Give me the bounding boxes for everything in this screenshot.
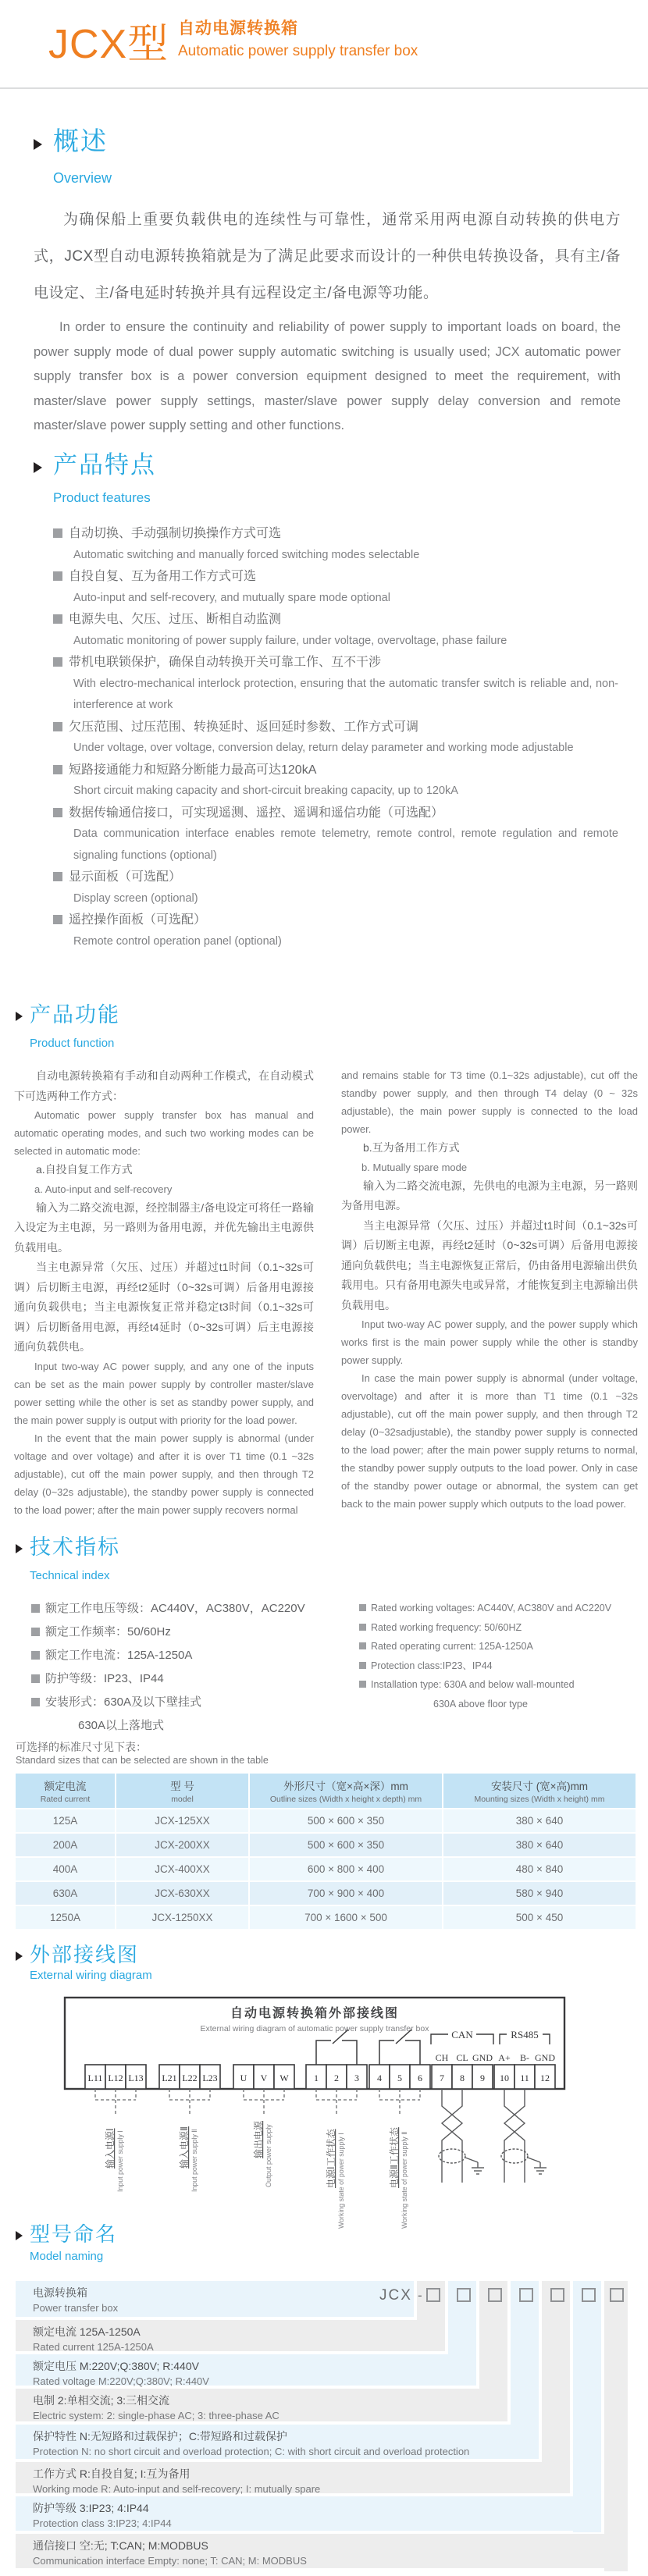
feature-en: Short circuit making capacity and short-circuit breaking capacity, up to 120kA [73, 785, 458, 797]
square-bullet-icon [31, 1674, 40, 1683]
technical-item-en: 630A above floor type [433, 1698, 528, 1710]
feature-cn: 显示面板（可选配） [69, 870, 182, 884]
overview-title-en: Overview [53, 170, 112, 186]
feature-cn: 自动切换、手动强制切换操作方式可选 [69, 527, 282, 540]
feature-en: Data communication interface enables remote telemetry, remote control, remote regulation and remote signaling functions (optional) [73, 827, 618, 862]
function-left-column [14, 1066, 314, 1519]
group-label-en: Output power supply [265, 2124, 272, 2187]
terminal-label: 1 [314, 2073, 319, 2083]
naming-code-box [610, 2288, 624, 2302]
group-label-en: Input power supply Ⅱ [190, 2129, 198, 2192]
section-arrow-icon [34, 462, 42, 473]
bus-pin-labels [436, 2052, 556, 2063]
function-right-column [341, 1066, 638, 1513]
sizes-intro-en: Standard sizes that can be selected are shown in the table [16, 1755, 269, 1766]
feature-item [53, 523, 618, 566]
table-cell: 580 × 940 [443, 1882, 636, 1905]
column-header: 安装尺寸 (宽×高)mm Mounting sizes (Width x height) mm [443, 1774, 636, 1808]
group-label-cn: 电源Ⅰ工作状态 [326, 2129, 336, 2188]
technical-title-cn: 技术指标 [30, 1535, 120, 1559]
feature-cn: 短路接通能力和短路分断能力最高可达120kA [69, 763, 317, 777]
pin-label: GND [472, 2052, 493, 2063]
twisted-pair-rs485 [501, 2089, 547, 2183]
naming-row [16, 2425, 539, 2459]
features-title-en: Product features [53, 490, 151, 505]
naming-code-box [550, 2288, 564, 2302]
section-arrow-icon [16, 1544, 23, 1553]
function-paragraph: a.自投自复工作方式 [36, 1163, 133, 1176]
naming-column-strip [604, 2281, 628, 2571]
feature-item [53, 609, 618, 652]
naming-row [16, 2462, 570, 2493]
square-bullet-icon [53, 915, 62, 924]
column-header: 外形尺寸（宽×高×深）mm Outline sizes (Width x height x depth) mm [250, 1774, 442, 1808]
naming-column-strip [573, 2281, 601, 2532]
pin-label: CH [435, 2052, 449, 2063]
naming-title-en: Model naming [30, 2250, 104, 2263]
terminal-label: 8 [460, 2073, 465, 2083]
function-paragraph: Input two-way AC power supply, and the power supply which works first is the main power supply while the other is standby power supply. [341, 1318, 638, 1366]
feature-item [53, 717, 618, 760]
technical-item-en: Rated working voltages: AC440V, AC380V and AC220V [371, 1603, 612, 1614]
terminal-label: W [279, 2073, 289, 2083]
terminal-label: 6 [418, 2073, 422, 2083]
terminal-label: L13 [128, 2073, 144, 2083]
naming-row-cn: 额定电流 125A-1250A [33, 2325, 141, 2338]
technical-item-cn: 防护等级：IP23、IP44 [45, 1672, 164, 1685]
switch-symbols [316, 2030, 420, 2065]
feature-cn: 自投自复、互为备用工作方式可选 [69, 570, 257, 583]
sizes-intro-cn: 可选择的标准尺寸见下表： [16, 1741, 147, 1753]
technical-item-en: Rated working frequency: 50/60HZ [371, 1621, 522, 1633]
table-cell: 500 × 450 [443, 1906, 636, 1929]
technical-title-en: Technical index [30, 1569, 110, 1582]
technical-item-cn: 额定工作电流：125A-1250A [45, 1649, 193, 1662]
function-paragraph: b. Mutually spare mode [361, 1161, 468, 1173]
terminal-label: L23 [202, 2073, 218, 2083]
naming-title-cn: 型号命名 [30, 2222, 118, 2246]
feature-cn: 遥控操作面板（可选配） [69, 913, 207, 927]
feature-cn: 欠压范围、过压范围、转换延时、返回延时参数、工作方式可调 [69, 720, 419, 734]
feature-item [53, 652, 618, 717]
features-title-cn: 产品特点 [53, 451, 156, 479]
terminal-label: V [260, 2073, 268, 2083]
feature-en: Automatic monitoring of power supply failure, under voltage, overvoltage, phase failure [73, 634, 507, 647]
square-bullet-icon [359, 1662, 366, 1669]
diagram-title-en: External wiring diagram of automatic power supply transfer box [200, 2024, 429, 2033]
table-cell: 125A [16, 1809, 115, 1832]
terminal-label: 7 [440, 2073, 444, 2083]
technical-item-cn: 额定工作电压等级：AC440V，AC380V，AC220V [45, 1602, 305, 1615]
naming-row [16, 2496, 601, 2531]
function-paragraph: 自动电源转换箱有手动和自动两种工作模式，在自动模式下可选两种工作方式： [14, 1069, 314, 1102]
table-cell: 380 × 640 [443, 1834, 636, 1856]
naming-row-en: Power transfer box [33, 2302, 119, 2314]
terminal-label: L22 [182, 2073, 198, 2083]
square-bullet-icon [53, 614, 62, 624]
naming-code-box [457, 2288, 471, 2302]
function-paragraph: b.互为备用工作方式 [363, 1141, 460, 1154]
technical-item-cn: 630A以上落地式 [78, 1719, 165, 1732]
product-model-title: JCX型 [48, 22, 169, 67]
terminal-label: 4 [377, 2073, 382, 2083]
technical-item-cn: 额定工作频率：50/60Hz [45, 1625, 171, 1638]
table-cell: 600 × 800 × 400 [250, 1858, 442, 1880]
group-label-cn: 输入电源Ⅱ [179, 2126, 190, 2169]
naming-row [16, 2320, 445, 2351]
header-divider [0, 87, 648, 89]
twisted-pair-can [439, 2089, 484, 2183]
table-cell: 400A [16, 1858, 115, 1880]
diagram-title-cn: 自动电源转换箱外部接线图 [230, 2007, 400, 2020]
wiring-diagram [0, 1991, 648, 2234]
group-label-cn: 电源Ⅱ工作状态 [389, 2127, 400, 2188]
naming-row-en: Communication interface Empty: none; T: CAN; M: MODBUS [33, 2555, 307, 2567]
rs485-bus-label: RS485 [511, 2029, 539, 2041]
pin-label: B- [520, 2052, 529, 2063]
terminal-label: 3 [354, 2073, 359, 2083]
technical-list-en [359, 1599, 632, 1713]
feature-en: Display screen (optional) [73, 891, 198, 905]
naming-row-cn: 电源转换箱 [33, 2286, 87, 2299]
naming-dash: - [418, 2288, 422, 2303]
group-label-cn: 输入电源Ⅰ [105, 2128, 116, 2169]
naming-code-box [488, 2288, 502, 2302]
feature-cn: 电源失电、欠压、过压、断相自动监测 [69, 613, 282, 626]
group-label-en: Working state of power supply Ⅰ [337, 2133, 345, 2229]
function-paragraph: In the event that the main power supply is abnormal (under voltage and over voltage) and after it is over T1 time (0.1 ~32s adjustable), cut off the main power supply, and then through T2 delay (0~32s adjustable), the standby power supply is connected to the load power; after the main power supply recovers normal [14, 1432, 314, 1516]
overview-title-cn: 概述 [53, 126, 108, 155]
sizes-table [16, 1774, 636, 1929]
square-bullet-icon [31, 1628, 40, 1636]
product-title-cn: 自动电源转换箱 [178, 20, 298, 37]
technical-item-cn: 安装形式：630A及以下壁挂式 [45, 1695, 202, 1709]
section-arrow-icon [16, 2231, 23, 2240]
function-paragraph: 当主电源异常（欠压、过压）并超过t1时间（0.1~32s可调）后切断主电源，再经t2延时（0~32s可调）后备用电源接通向负载供电；当主电源恢复正常后，仍由备用电源输出供负载用电。只有备用电源失电或异常，才能恢复到主电源输出供负载用电。 [341, 1219, 638, 1311]
feature-item [53, 760, 618, 802]
group-label-en: Input power supply Ⅰ [116, 2130, 124, 2192]
table-cell: 1250A [16, 1906, 115, 1929]
table-cell: 200A [16, 1834, 115, 1856]
technical-list-cn [31, 1597, 344, 1738]
overview-paragraph-en: In order to ensure the continuity and reliability of power supply to important loads on board, the power supply mode of dual power supply automatic switching is usually used; JCX automatic power supply transfer box is a power conversion equipment designed to meet the requirement, with master/slave power supply settings, master/slave power supply delay conversion and remote master/slave power supply setting and other functions. [34, 320, 621, 432]
terminal-label: L12 [108, 2073, 123, 2083]
table-cell: 700 × 900 × 400 [250, 1882, 442, 1905]
function-paragraph: In case the main power supply is abnormal (under voltage, overvoltage) and after it is more than T1 time (0.1 ~32s adjustable), cut off the main power supply, and then through T2 delay (0~32sadjustable), the standby power supply is connected to the load power; after the main power supply returns to normal, the standby power supply outputs to the load power. Only in case of the standby power outage or abnormal, the system can get back to the main power supply which outputs to the load power. [341, 1372, 638, 1510]
terminal-label: 2 [334, 2073, 339, 2083]
feature-en: Under voltage, over voltage, conversion delay, return delay parameter and working mode adjustable [73, 742, 574, 754]
square-bullet-icon [31, 1604, 40, 1613]
square-bullet-icon [31, 1651, 40, 1660]
pin-label: GND [535, 2052, 555, 2063]
naming-code-box [519, 2288, 533, 2302]
square-bullet-icon [53, 528, 62, 538]
naming-row-en: Rated current 125A-1250A [33, 2341, 154, 2353]
function-paragraph: a. Auto-input and self-recovery [34, 1183, 173, 1195]
square-bullet-icon [53, 722, 62, 731]
terminal-label: 10 [500, 2073, 509, 2083]
wiring-title-cn: 外部接线图 [30, 1943, 140, 1966]
function-paragraph: 输入为二路交流电源，经控制器主/备电设定可将任一路输入设定为主电源，另一路则为备用电源，并优先输出主电源供负载用电。 [14, 1201, 314, 1254]
technical-item-en: Protection class:IP23、IP44 [371, 1660, 493, 1671]
square-bullet-icon [53, 808, 62, 817]
square-bullet-icon [53, 872, 62, 881]
group-label-cn: 输出电源 [253, 2120, 264, 2158]
square-bullet-icon [359, 1604, 366, 1611]
table-cell: JCX-630XX [116, 1882, 248, 1905]
feature-cn: 数据传输通信接口，可实现遥测、遥控、遥调和遥信功能（可选配） [69, 806, 444, 820]
feature-en: Auto-input and self-recovery, and mutually spare mode optional [73, 591, 390, 604]
naming-code-box [426, 2288, 440, 2302]
table-cell: 500 × 600 × 350 [250, 1834, 442, 1856]
feature-item [53, 866, 618, 909]
terminal-label: 5 [397, 2073, 402, 2083]
function-paragraph: and remains stable for T3 time (0.1~32s adjustable), cut off the standby power supply, and then through T4 delay (0 ~ 32s adjustable), the main power supply is connected to the load power. [341, 1069, 638, 1135]
square-bullet-icon [53, 765, 62, 774]
feature-item [53, 802, 618, 867]
table-cell: JCX-1250XX [116, 1906, 248, 1929]
column-header: 额定电流 Rated current [16, 1774, 115, 1808]
pin-label: A+ [498, 2052, 511, 2063]
table-cell: JCX-400XX [116, 1858, 248, 1880]
product-title-en: Automatic power supply transfer box [178, 43, 418, 59]
product-title-block [178, 16, 418, 60]
feature-item [53, 909, 618, 952]
terminal-label: U [240, 2073, 247, 2083]
section-arrow-icon [16, 1952, 23, 1961]
function-title-en: Product function [30, 1037, 115, 1050]
naming-row [16, 2354, 476, 2386]
naming-row-cn: 工作方式 R:自投自复; I:互为备用 [33, 2467, 190, 2480]
feature-en: With electro-mechanical interlock protection, ensuring that the automatic transfer switch is reliable and, non-interference at work [73, 677, 618, 711]
function-title-cn: 产品功能 [30, 1003, 120, 1026]
column-header: 型 号 model [116, 1774, 248, 1808]
section-arrow-icon [34, 139, 42, 150]
naming-row-en: Working mode R: Auto-input and self-recovery; I: mutually spare [33, 2483, 321, 2495]
naming-row-en: Protection N: no short circuit and overload protection; C: with short circuit and overload protection [33, 2446, 470, 2457]
terminal-label: L21 [162, 2073, 177, 2083]
square-bullet-icon [53, 571, 62, 581]
naming-row-cn: 防护等级 3:IP23; 4:IP44 [33, 2502, 149, 2514]
table-cell: 700 × 1600 × 500 [250, 1906, 442, 1929]
table-cell: JCX-125XX [116, 1809, 248, 1832]
feature-en: Remote control operation panel (optional) [73, 934, 282, 948]
table-cell: JCX-200XX [116, 1834, 248, 1856]
features-list [53, 523, 618, 952]
naming-prefix: JCX [379, 2287, 412, 2304]
naming-row-en: Protection class 3:IP23; 4:IP44 [33, 2517, 172, 2529]
table-cell: 480 × 840 [443, 1858, 636, 1880]
group-labels [104, 2120, 408, 2229]
square-bullet-icon [31, 1698, 40, 1706]
naming-row-cn: 保护特性 N:无短路和过载保护；C:带短路和过载保护 [33, 2430, 287, 2443]
function-paragraph: Input two-way AC power supply, and any one of the inputs can be set as the main power supply by controller master/slave power setting while the other is set as standby power supply, and the main power supply is output with priority for the load power. [14, 1360, 314, 1426]
function-paragraph: 当主电源异常（欠压、过压）并超过t1时间（0.1~32s可调）后切断主电源，再经t2延时（0~32s可调）后备用电源接通向负载供电；当主电源恢复正常并稳定t3时间（0.1~32s可调）后切断备用电源，再经t4延时（0~32s可调）后主电源接通向负载供电。 [14, 1261, 314, 1353]
square-bullet-icon [359, 1624, 366, 1631]
table-cell: 500 × 600 × 350 [250, 1809, 442, 1832]
terminal-label: 9 [480, 2073, 485, 2083]
function-paragraph: 输入为二路交流电源，先供电的电源为主电源，另一路则为备用电源。 [341, 1179, 638, 1212]
feature-item [53, 566, 618, 609]
naming-code-box [582, 2288, 596, 2302]
technical-item-en: Rated operating current: 125A-1250A [371, 1641, 533, 1652]
table-cell: 630A [16, 1882, 115, 1905]
wiring-title-en: External wiring diagram [30, 1969, 152, 1982]
section-arrow-icon [16, 1012, 23, 1021]
group-label-en: Working state of power supply Ⅱ [401, 2131, 408, 2229]
terminal-label: 11 [520, 2073, 529, 2083]
naming-row-cn: 额定电压 M:220V;Q:380V; R:440V [33, 2360, 199, 2372]
technical-item-en: Installation type: 630A and below wall-mounted [371, 1679, 575, 1690]
overview-paragraph-cn: 为确保船上重要负载供电的连续性与可靠性，通常采用两电源自动转换的供电方式，JCX型自动电源转换箱就是为了满足此要求而设计的一种供电转换设备，具有主/备电设定、主/备电延时转换并具有远程设定主/备电源等功能。 [34, 212, 621, 301]
naming-row [16, 2534, 628, 2568]
can-bus-label: CAN [451, 2029, 473, 2041]
function-paragraph: Automatic power supply transfer box has manual and automatic operating modes, and such two working modes can be selected in automatic mode: [14, 1109, 314, 1157]
naming-row-en: Rated voltage M:220V;Q:380V; R:440V [33, 2375, 209, 2387]
square-bullet-icon [359, 1681, 366, 1688]
feature-en: Automatic switching and manually forced switching modes selectable [73, 548, 420, 561]
naming-row-en: Electric system: 2: single-phase AC; 3: three-phase AC [33, 2410, 279, 2421]
square-bullet-icon [359, 1642, 366, 1649]
table-cell: 380 × 640 [443, 1809, 636, 1832]
pin-label: CL [456, 2052, 468, 2063]
terminal-label: 12 [540, 2073, 550, 2083]
square-bullet-icon [53, 657, 62, 667]
group-brackets [95, 2089, 420, 2114]
terminal-label: L11 [87, 2073, 103, 2083]
naming-row-cn: 通信接口 空:无; T:CAN; M:MODBUS [33, 2539, 208, 2552]
naming-row-cn: 电制 2:单相交流; 3:三相交流 [33, 2394, 170, 2407]
naming-row [16, 2281, 414, 2317]
naming-row [16, 2389, 507, 2421]
feature-cn: 带机电联锁保护，确保自动转换开关可靠工作、互不干涉 [69, 656, 382, 669]
